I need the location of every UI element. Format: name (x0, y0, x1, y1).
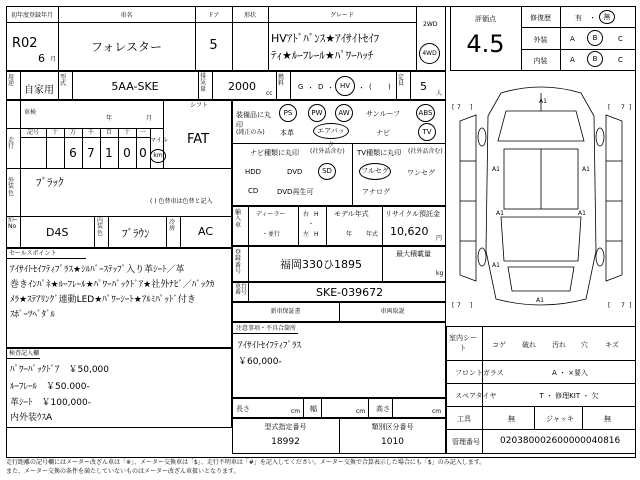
mileage-unit-1: 一 (139, 129, 146, 136)
displacement-label: 排気量 (200, 73, 207, 93)
mileage-unit-100: 百 (105, 129, 112, 136)
reg-month-unit: 月 (50, 56, 57, 63)
fuel-dot2: ・ (327, 84, 334, 92)
mgmt-number-value: 020380002600000040816 (500, 436, 621, 446)
import-dot: ・ (308, 221, 315, 228)
mileage-unit-100k: 十 (51, 129, 58, 136)
tools-label: 工具 (457, 415, 471, 423)
mileage-digit-10k: 6 (69, 146, 77, 160)
front-glass-label: フロントガラス (455, 369, 504, 377)
equip-navi: ナビ (376, 129, 390, 137)
mileage-unit-10k: 万 (69, 129, 76, 136)
damage-mark-a1-rear: A1 (536, 297, 544, 304)
tv-fullseg-circled: フルセグ (359, 163, 391, 180)
footer-note-line2: また、メーター交換の条件を満たしていないものはメーター改ざん車扱いとなります。 (6, 468, 240, 475)
diagram-bracket-left-4: [ (608, 302, 611, 309)
inspection-year-unit: 年 (106, 115, 113, 122)
equip-tv-circled: TV (418, 123, 436, 141)
equipment-note: (純正のみ) (236, 129, 265, 136)
max-load-label: 最大積載量 (396, 250, 431, 258)
navi-type-label: ナビ種類に丸印 (250, 149, 299, 157)
equip-airbag-circled: エアバック (313, 123, 349, 139)
inspector-line2: ﾙｰﾌﾚｰﾙ ￥50.000- (10, 382, 90, 392)
damage-mark-a1-left-quarter: A1 (492, 262, 500, 269)
car-name-label: 車名 (120, 12, 133, 19)
color-change-note: ( ) 色替車は色替と記入 (150, 198, 213, 205)
model-value: 5AA-SKE (111, 80, 159, 93)
diagram-seven-right-1: 7 (621, 104, 625, 111)
diagram-seven-right-2: 7 (621, 302, 625, 309)
sales-points-line4: ｽﾎﾟｰﾂﾍﾟﾀﾞﾙ (10, 310, 56, 320)
caution-label: 注意事項・不具合箇所 (236, 325, 297, 332)
damage-mark-a1-left-front: A1 (492, 166, 500, 173)
model-label: 型式 (60, 74, 67, 88)
diagram-bracket-right-4: ] (629, 302, 632, 309)
type-no-label: 型式指定番号 (264, 423, 307, 431)
fuel-g: G (298, 83, 304, 91)
exterior-grade-label: 外装 (533, 36, 548, 44)
sales-points-line2: 巻きｲﾝﾊﾟﾈ★ﾙｰﾌﾚｰﾙ★ﾊﾟﾜｰﾊﾞｯｸﾄﾞｱ★社外ﾅﾋﾞ／ﾊﾞｯｸｶ (10, 280, 215, 290)
caution-line2: ￥60,000- (238, 357, 282, 367)
tv-analog: アナログ (362, 188, 390, 196)
capacity-value: 5 (420, 80, 427, 93)
navi-type-note: (社外品含む) (310, 148, 345, 155)
drive-4wd-circled: 4WD (419, 43, 440, 64)
fuel-d: D (318, 83, 324, 91)
recycle-value: 10,620 (390, 225, 429, 238)
inspector-notes-label: 検査記入欄 (9, 350, 40, 357)
damage-mark-a1-right-rear: A1 (578, 210, 586, 217)
interior-grade-c: C (618, 56, 623, 64)
model-year-year-unit: 年 (346, 231, 353, 238)
inspector-line4: 内外装ｳｽA (10, 413, 53, 423)
color-no-label: ｶﾗｰNo (8, 217, 18, 231)
interior-grade-b-circled: B (587, 51, 603, 67)
import-label: 輸入車 (235, 209, 242, 229)
repair-history-label: 修復歴 (530, 14, 551, 22)
interior-sheet-scorch: コゲ (492, 341, 506, 349)
type-no-value: 18992 (271, 437, 300, 447)
inspector-line1: ﾊﾟﾜｰﾊﾞｯｸﾄﾞｱ ￥50,000 (10, 365, 109, 375)
diagram-seven-left-2: 7 (457, 302, 461, 309)
diagram-bracket-left-1: [ (452, 104, 455, 111)
use-label: 用途 (8, 74, 15, 88)
diagram-bracket-right-3: ] (470, 302, 473, 309)
interior-sheet-stain: 汚れ (552, 341, 566, 349)
equip-leather: 本革 (280, 129, 294, 137)
equip-sunroof: サンルーフ (366, 110, 401, 118)
mileage-unit-symbol: 記号 (26, 129, 39, 136)
car-diagram-svg (446, 71, 636, 326)
damage-mark-a1-hood: A1 (539, 98, 547, 105)
inspection-month-unit: 月 (146, 115, 153, 122)
import-h2: H (314, 231, 319, 238)
front-glass-value: A ・ ×要入 (551, 369, 589, 377)
fuel-dot1: ・ (307, 84, 314, 92)
grade-line2: ﾃｨ★ﾙｰﾌﾚｰﾙ★ﾊﾟﾜｰﾊｯﾁ (271, 49, 374, 62)
mileage-digit-10: 0 (123, 146, 131, 160)
jack-label: ジャッキ (546, 415, 574, 423)
km-circled: km (150, 149, 166, 163)
mileage-unit-10: 十 (123, 129, 130, 136)
import-left: 左 (303, 231, 310, 238)
tv-oneseg: ワンセグ (407, 169, 435, 177)
equipment-label: 装備品に丸印 (236, 111, 271, 129)
jack-none: 無 (604, 415, 611, 423)
fuel-dot3: ・ (358, 84, 365, 92)
inspector-line3: 革ｼｰﾄ ￥100,000- (10, 398, 91, 408)
recycle-label: リサイクル預託金 (385, 210, 441, 218)
model-year-label: モデル年式 (334, 210, 369, 218)
import-dealer: ディーラー (256, 211, 286, 218)
use-value: 自家用 (24, 85, 54, 96)
ac-label: 冷房 (169, 219, 176, 233)
interior-sheet-hole: 穴 (581, 341, 588, 349)
shift-label: シフト (190, 102, 209, 109)
interior-sheet-label: 室内シート (449, 334, 477, 352)
tv-type-note: (社外品含む) (408, 148, 443, 155)
fuel-hv-circled: HV (335, 76, 355, 96)
equip-ps-circled: PS (279, 104, 297, 122)
fuel-other-open: ( (369, 83, 372, 91)
person-unit: 人 (436, 90, 443, 97)
interior-sheet-tear: 破れ (522, 341, 536, 349)
navi-cd: CD (248, 187, 259, 195)
new-car-warranty-label: 新車保証書 (270, 308, 301, 315)
shift-value: FAT (187, 132, 210, 147)
registration-label: 登録番号 (235, 249, 242, 275)
damage-mark-a1-left-rear: A1 (496, 210, 504, 217)
sales-points-line1: ｱｲｻｲﾄｾｲﾌﾃｨﾌﾟﾗｽ★ｼﾙﾊﾞｰｽﾃｯﾌﾟ入り革ｼｰﾄ／革 (10, 265, 185, 275)
height-cm: cm (432, 408, 442, 415)
width-cm: cm (356, 408, 366, 415)
diagram-bracket-right-2: ] (629, 104, 632, 111)
repair-yes: 有 (575, 14, 582, 22)
chassis-value: SKE-039672 (316, 286, 384, 299)
import-h1: H (314, 211, 319, 218)
diagram-seven-left-1: 7 (457, 104, 461, 111)
import-parallel: ・並行 (262, 231, 281, 238)
interior-color-value: ﾌﾞﾗｳﾝ (122, 227, 150, 240)
shape-label: 形状 (243, 12, 256, 19)
exterior-grade-a: A (570, 35, 575, 43)
length-cm: cm (291, 408, 301, 415)
dimensions-row (232, 398, 446, 418)
mile-label: マイル (150, 137, 168, 144)
equip-pw-circled: PW (308, 104, 326, 122)
navi-hdd: HDD (245, 168, 262, 176)
car-name: フォレスター (90, 40, 163, 54)
sales-points-line3: ﾒﾗ★ｽﾃｱﾘﾝｸﾞ連動LED★ﾊﾟﾜｰｼｰﾄ★ｱﾙﾐﾊﾟｯﾄﾞ付き (10, 295, 196, 305)
mileage-digit-1k: 7 (87, 146, 95, 160)
repair-dot: ・ (589, 14, 596, 22)
class-no-label: 類別区分番号 (371, 423, 414, 431)
interior-grade-label: 内装 (533, 57, 548, 65)
diagram-bracket-left-2: [ (608, 104, 611, 111)
cc-unit: cc (266, 90, 273, 97)
exterior-color-value: ﾌﾞﾗｯｸ (36, 176, 64, 189)
spare-tire-label: スペアタイヤ (455, 392, 497, 400)
exterior-grade-c: C (618, 35, 623, 43)
reg-era-year: R02 (12, 36, 38, 51)
inspection-label: 車検 (24, 109, 37, 116)
mileage-label: 走行 (8, 137, 15, 151)
import-right: 右 (303, 211, 310, 218)
doors: 5 (209, 38, 218, 53)
class-no-value: 1010 (381, 437, 404, 447)
chassis-label: 車台番号 (235, 283, 248, 297)
fuel-label: 燃料 (278, 74, 285, 88)
navi-dvd-playback: DVD再生可 (277, 188, 314, 196)
equip-aw-circled: AW (335, 104, 353, 122)
drive-2wd: 2WD (423, 21, 438, 28)
spare-tire-value: T ・ 修理KIT ・ 欠 (539, 392, 599, 400)
recycle-unit: 円 (436, 235, 443, 242)
reg-year-label: 初年度登録年月 (10, 12, 53, 19)
grade-label: グレード (329, 12, 354, 19)
mileage-digit-100: 1 (105, 146, 113, 160)
color-no-value: D4S (46, 226, 69, 239)
model-year-model-unit: 年式 (366, 231, 379, 238)
interior-grade-a: A (570, 56, 575, 64)
diagram-bracket-right-1: ] (470, 104, 473, 111)
interior-sheet-scratch: キズ (605, 341, 619, 349)
sales-points-label: セールスポイント (9, 250, 57, 257)
interior-color-label: 内装色 (97, 217, 104, 237)
reg-month: 6 (38, 52, 45, 65)
car-damage-diagram (446, 71, 636, 326)
vehicle-manual-label: 車両取説 (380, 308, 405, 315)
ac-value: AC (198, 225, 214, 238)
navi-sd-circled: SD (318, 163, 336, 180)
exterior-color-label: 外装色 (8, 177, 15, 197)
width-label: 幅 (310, 405, 317, 413)
tools-none: 無 (508, 415, 515, 423)
displacement-value: 2000 (228, 80, 256, 93)
max-load-unit: kg (436, 270, 444, 277)
evaluation-score: 4.5 (466, 30, 505, 58)
caution-line1: ｱｲｻｲﾄｾｲﾌﾃｨﾌﾟﾗｽ (238, 341, 302, 351)
mileage-digit-1: 0 (139, 146, 147, 160)
navi-dvd: DVD (287, 168, 303, 176)
fuel-other-close: ) (388, 83, 391, 91)
registration-value: 福岡330ひ1895 (280, 258, 362, 271)
length-label: 長さ (236, 405, 250, 413)
mileage-unit-1k: 千 (87, 129, 94, 136)
diagram-bracket-left-3: [ (452, 302, 455, 309)
footer-note-line1: 走行距離の記号欄にはメーター改ざん車は「※」、メーター交換車は「$」、走行不明車は「#」を記入してください。メーター交換で合算表示した場合にも「$」のみ記入します。 (6, 459, 486, 466)
capacity-label: 定員 (398, 74, 405, 88)
tv-type-label: TV種類に丸印 (357, 149, 402, 157)
repair-no-circled: 無 (599, 10, 615, 24)
grade-line1: HVｱﾄﾞﾊﾞﾝｽ★ｱｲｻｲﾄｾｲﾌ (271, 32, 380, 45)
doors-label: ドア (207, 12, 220, 19)
damage-mark-a1-right-front: A1 (582, 166, 590, 173)
exterior-grade-b-circled: B (587, 30, 603, 46)
equip-abs-circled: ABS (416, 104, 435, 122)
score-label: 評価点 (475, 15, 496, 23)
height-label: 高さ (376, 405, 390, 413)
mgmt-number-label: 管理番号 (452, 438, 480, 446)
